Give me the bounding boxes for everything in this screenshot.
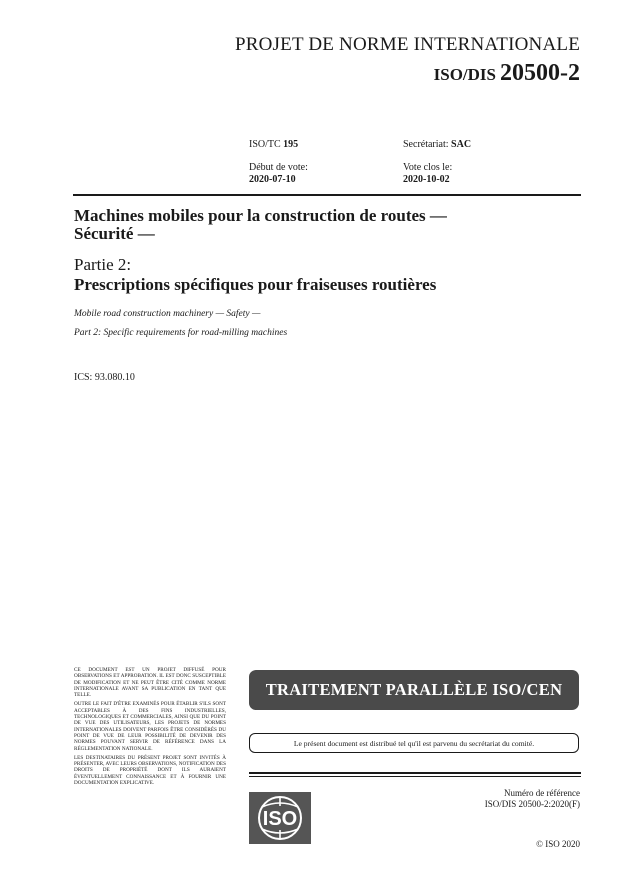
main-title <box>74 207 574 243</box>
english-title-line1: Mobile road construction machinery — Safety — <box>74 309 261 319</box>
secretariat-value: SAC <box>451 139 472 150</box>
main-title-line2: Sécurité — <box>74 224 155 243</box>
ics-code: ICS: 93.080.10 <box>74 372 135 383</box>
disclaimer-paragraph-2: OUTRE LE FAIT D'ÊTRE EXAMINÉS POUR ÉTABLIR S'ILS SONT ACCEPTABLES À DES FINS INDUSTRIELLES, TECHNOLOGIQUES ET COMMERCIALES, AINSI QUE DU POINT DE VUE DES UTILISATEURS, LES PROJETS DE NORMES INTERNATIONALES DOIVENT PARFOIS ÊTRE CONSIDÉRÉS DU POINT DE VUE DE LEUR POSSIBILITÉ DE DEVENIR DES NORMES POUVANT SERVIR DE RÉFÉRENCE DANS LA RÉGLEMENTATION NATIONALE. <box>74 701 226 752</box>
disclaimer-paragraph-1: CE DOCUMENT EST UN PROJET DIFFUSÉ POUR OBSERVATIONS ET APPROBATION. IL EST DONC SUSCEPTIBLE DE MODIFICATION ET NE PEUT ÊTRE CITÉ COMME NORME INTERNATIONALE AVANT SA PUBLICATION EN TANT QUE TELLE. <box>74 667 226 699</box>
main-title-line1: Machines mobiles pour la construction de routes — <box>74 206 447 225</box>
reference-label: Numéro de référence <box>504 788 580 798</box>
english-title-line2: Part 2: Specific requirements for road-milling machines <box>74 328 288 338</box>
iso-logo-text: ISO <box>262 808 298 830</box>
disclaimer <box>74 667 226 789</box>
header-divider <box>73 194 581 196</box>
vote-end <box>403 162 452 186</box>
part-title: Prescriptions spécifiques pour fraiseuses routières <box>74 275 437 294</box>
technical-committee <box>249 139 298 151</box>
secretariat <box>403 139 471 151</box>
distribution-note <box>249 733 579 753</box>
tc-label: ISO/TC <box>249 139 281 150</box>
disclaimer-paragraph-3: LES DESTINATAIRES DU PRÉSENT PROJET SONT INVITÉS À PRÉSENTER, AVEC LEURS OBSERVATIONS, NOTIFICATION DES DROITS DE PROPRIÉTÉ DONT ILS AURAIENT ÉVENTUELLEMENT CONNAISSANCE ET À FOURNIR UNE DOCUMENTATION EXPLICATIVE. <box>74 754 226 787</box>
vote-end-label: Vote clos le: <box>403 162 453 173</box>
secretariat-label: Secrétariat: <box>403 139 449 150</box>
document-type-title: PROJET DE NORME INTERNATIONALE <box>235 34 580 55</box>
banner-text: TRAITEMENT PARALLÈLE ISO/CEN <box>265 680 563 699</box>
iso-logo-icon <box>249 792 311 844</box>
vote-start-value: 2020-07-10 <box>249 174 296 185</box>
reference-value: ISO/DIS 20500-2:2020(F) <box>484 799 580 809</box>
tc-number: 195 <box>283 139 299 150</box>
part-label: Partie 2: <box>74 255 132 274</box>
vote-start <box>249 162 308 186</box>
copyright: © ISO 2020 <box>536 839 580 849</box>
distribution-note-text: Le présent document est distribué tel qu'il est parvenu du secrétariat du comité. <box>293 738 535 748</box>
parallel-processing-banner <box>249 670 579 710</box>
document-number <box>434 60 580 87</box>
footer-divider-thick <box>249 772 581 774</box>
document-number-value: 20500-2 <box>500 60 580 86</box>
vote-start-label: Début de vote: <box>249 162 308 173</box>
document-prefix: ISO/DIS <box>433 65 496 84</box>
footer-divider-thin <box>249 776 581 777</box>
vote-end-value: 2020-10-02 <box>403 174 450 185</box>
